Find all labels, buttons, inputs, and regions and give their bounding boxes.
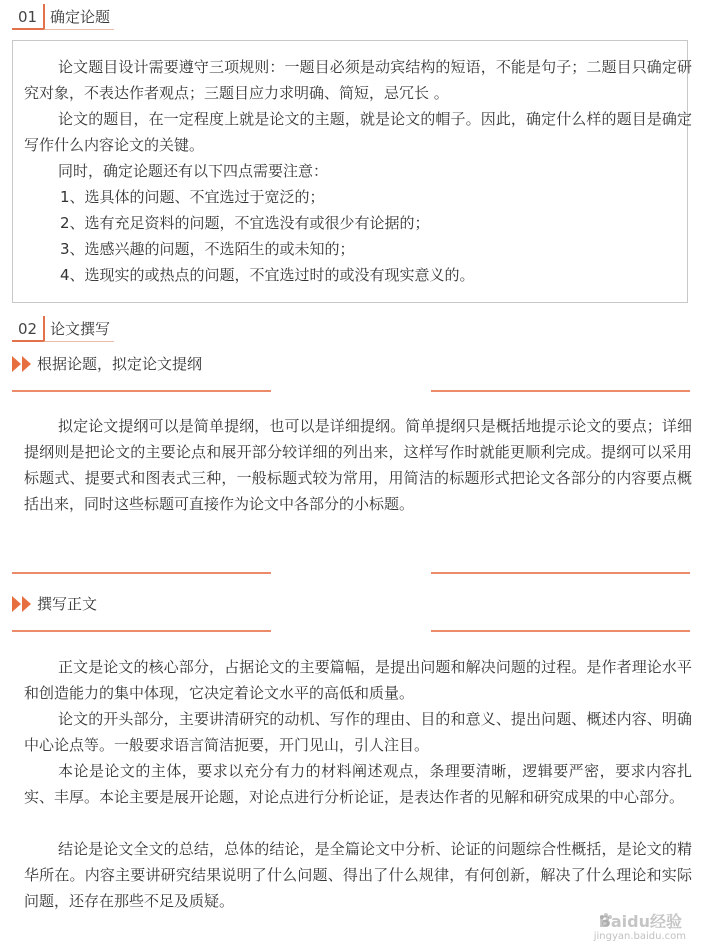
section-1-point: 3、选感兴趣的问题，不选陌生的或未知的；	[60, 240, 355, 258]
watermark-brand: Baidu经验	[598, 912, 682, 931]
divider	[12, 630, 271, 632]
subsection-2-paragraph-3: 本论是论文的主体，要求以充分有力的材料阐述观点，条理要清晰，逻辑要严密，要求内容扎实、丰厚。本论主要是展开论题，对论点进行分析论证，是表达作者的见解和研究成果的中心部分。	[24, 762, 692, 806]
subsection-2-paragraph-4: 结论是论文全文的总结，总体的结论，是全篇论文中分析、论证的问题综合性概括，是论文的精华所在。内容主要讲研究结果说明了什么问题、得出了什么规律，有何创新，解决了什么理论和实际问题，还存在那些不足及质疑。	[24, 840, 692, 910]
double-arrow-icon	[12, 596, 34, 612]
subsection-1-heading	[12, 351, 202, 377]
section-2-heading	[12, 316, 114, 342]
divider	[12, 572, 271, 574]
watermark-url: jingyan.baidu.com	[593, 931, 686, 942]
double-arrow-icon	[12, 356, 34, 372]
divider	[431, 572, 690, 574]
section-1-title: 确定论题	[43, 4, 114, 30]
subsection-2-title: 撰写正文	[37, 595, 98, 613]
section-1-heading	[12, 4, 114, 30]
section-1-point: 4、选现实的或热点的问题，不宜选过时的或没有现实意义的。	[60, 266, 475, 284]
divider	[431, 630, 690, 632]
section-1-paragraph-2: 论文的题目，在一定程度上就是论文的主题，就是论文的帽子。因此，确定什么样的题目是确定写作什么内容论文的关键。	[24, 110, 692, 154]
section-2-number: 02	[12, 316, 43, 342]
subsection-1-title: 根据论题，拟定论文提纲	[37, 355, 203, 373]
subsection-2-paragraph-2: 论文的开头部分，主要讲清研究的动机、写作的理由、目的和意义、提出问题、概述内容、明确中心论点等。一般要求语言简洁扼要，开门见山，引人注目。	[24, 710, 692, 754]
divider	[431, 390, 690, 392]
section-1-paragraph-1: 论文题目设计需要遵守三项规则：一题目必须是动宾结构的短语，不能是句子；二题目只确定研究对象，不表达作者观点；三题目应力求明确、简短，忌冗长 。	[24, 58, 692, 102]
section-1-paragraph-3: 同时，确定论题还有以下四点需要注意：	[58, 162, 329, 180]
divider	[12, 390, 271, 392]
section-1-number: 01	[12, 4, 43, 30]
subsection-1-paragraph: 拟定论文提纲可以是简单提纲，也可以是详细提纲。简单提纲只是概括地提示论文的要点；详细提纲则是把论文的主要论点和展开部分较详细的列出来，这样写作时就能更顺利完成。提纲可以采用标题式、提要式和图表式三种，一般标题式较为常用，用简洁的标题形式把论文各部分的内容要点概括出来，同时这些标题可直接作为论文中各部分的小标题。	[24, 417, 692, 513]
section-1-point: 1、选具体的问题、不宜选过于宽泛的；	[60, 188, 325, 206]
section-1-point: 2、选有充足资料的问题，不宜选没有或很少有论据的；	[60, 214, 430, 232]
subsection-2-paragraph-1: 正文是论文的核心部分，占据论文的主要篇幅，是提出问题和解决问题的过程。是作者理论水平和创造能力的集中体现，它决定着论文水平的高低和质量。	[24, 658, 692, 702]
section-2-title: 论文撰写	[43, 316, 114, 342]
subsection-2-heading	[12, 591, 97, 617]
